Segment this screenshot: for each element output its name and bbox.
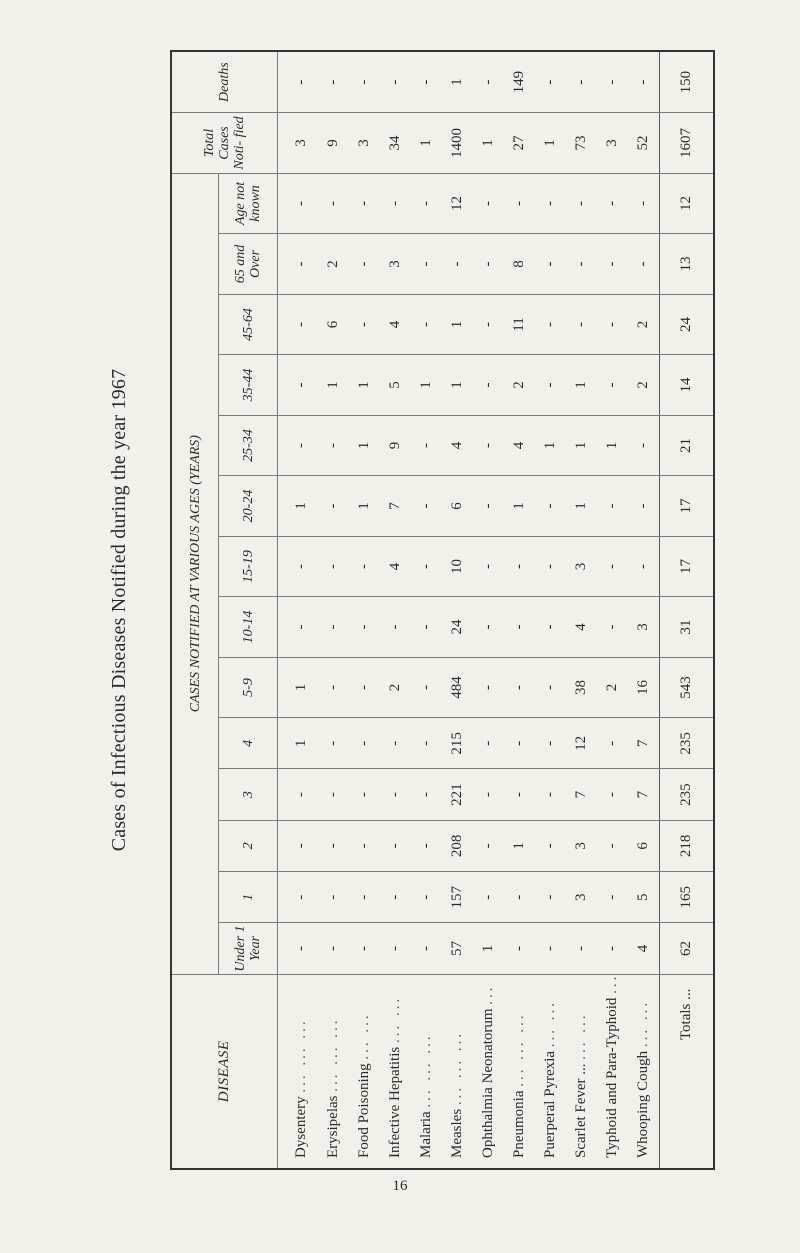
count-cell: 6 <box>318 294 349 355</box>
count-cell: - <box>380 820 411 871</box>
count-cell: - <box>411 294 442 355</box>
age-header: 35-44 <box>219 355 278 416</box>
count-cell: 1 <box>349 415 380 476</box>
count-cell: 1 <box>566 415 597 476</box>
count-cell: - <box>504 923 535 974</box>
total-cell: 1 <box>473 113 504 174</box>
count-cell: - <box>597 820 628 871</box>
disease-name-cell <box>318 974 349 1169</box>
age-header: Under 1 Year <box>219 923 278 974</box>
table-row <box>535 51 566 1169</box>
table-row <box>597 51 628 1169</box>
table-row <box>504 51 535 1169</box>
leader-dots: ... ... <box>355 1012 372 1060</box>
total-cell: 1 <box>411 113 442 174</box>
count-cell: 6 <box>442 476 473 537</box>
count-cell: - <box>566 234 597 295</box>
leader-dots: ... ... <box>572 1012 589 1060</box>
deaths-cell: 149 <box>504 51 535 113</box>
age-header: 65 and Over <box>219 234 278 295</box>
deaths-cell: - <box>349 51 380 113</box>
count-cell: - <box>597 872 628 923</box>
count-cell: 7 <box>628 769 660 820</box>
disease-name: Puerperal Pyrexia <box>541 1050 558 1158</box>
count-cell: - <box>597 718 628 769</box>
leader-dots: ... ... ... <box>448 1030 465 1106</box>
count-cell: 7 <box>628 718 660 769</box>
leader-dots: ... ... <box>386 995 403 1044</box>
count-cell: - <box>535 294 566 355</box>
count-cell: 2 <box>318 234 349 295</box>
leader-dots: ... ... <box>634 999 651 1048</box>
count-cell: 208 <box>442 820 473 871</box>
disease-name: Scarlet Fever ... <box>572 1063 589 1158</box>
count-cell: - <box>535 476 566 537</box>
table-row <box>278 51 318 1169</box>
page-number: 16 <box>392 1178 408 1194</box>
count-cell: - <box>411 597 442 658</box>
totals-section <box>659 51 714 1169</box>
count-cell: 1 <box>473 923 504 974</box>
count-cell: 4 <box>628 923 660 974</box>
count-cell: - <box>278 234 318 295</box>
count-cell: - <box>473 415 504 476</box>
count-cell: - <box>349 597 380 658</box>
count-cell: 484 <box>442 657 473 718</box>
count-cell: - <box>473 718 504 769</box>
count-cell: 1 <box>349 355 380 416</box>
count-cell: - <box>597 923 628 974</box>
count-cell: - <box>411 769 442 820</box>
count-cell: - <box>349 173 380 234</box>
count-cell: - <box>278 536 318 597</box>
count-cell: 38 <box>566 657 597 718</box>
count-cell: - <box>597 597 628 658</box>
total-deaths-cell: 150 <box>659 51 714 113</box>
age-group-header: CASES NOTIFIED AT VARIOUS AGES (YEARS) <box>171 173 219 974</box>
count-cell: - <box>349 769 380 820</box>
count-cell: 221 <box>442 769 473 820</box>
grand-total-cell: 1607 <box>659 113 714 174</box>
count-cell: - <box>349 923 380 974</box>
age-header: 1 <box>219 872 278 923</box>
count-cell: - <box>380 872 411 923</box>
disease-name: Erysipelas <box>324 1095 341 1158</box>
count-cell: - <box>597 536 628 597</box>
table-row <box>473 51 504 1169</box>
count-cell: - <box>597 234 628 295</box>
count-cell: 3 <box>628 597 660 658</box>
count-cell: 8 <box>504 234 535 295</box>
count-cell: - <box>411 657 442 718</box>
count-cell: - <box>473 657 504 718</box>
count-cell: 4 <box>566 597 597 658</box>
disease-name: Food Poisoning <box>355 1063 372 1158</box>
age-header: 10-14 <box>219 597 278 658</box>
count-cell: - <box>473 769 504 820</box>
deaths-cell: - <box>278 51 318 113</box>
age-header: 3 <box>219 769 278 820</box>
disease-name: Whooping Cough <box>634 1050 651 1158</box>
count-cell: - <box>278 872 318 923</box>
count-cell: 1 <box>535 415 566 476</box>
count-cell: 57 <box>442 923 473 974</box>
table-row <box>442 51 473 1169</box>
count-cell: 1 <box>566 476 597 537</box>
count-cell: - <box>318 173 349 234</box>
count-cell: 24 <box>442 597 473 658</box>
count-cell: - <box>504 769 535 820</box>
count-cell: - <box>411 718 442 769</box>
age-header: 5-9 <box>219 657 278 718</box>
age-header: 45-64 <box>219 294 278 355</box>
count-cell: - <box>628 415 660 476</box>
table-row <box>628 51 660 1169</box>
count-cell: - <box>349 234 380 295</box>
count-cell: - <box>504 718 535 769</box>
count-cell: - <box>597 476 628 537</box>
count-cell: - <box>628 173 660 234</box>
total-cases-header: Total Cases Noti- fied <box>171 113 278 174</box>
deaths-cell: - <box>318 51 349 113</box>
count-cell: - <box>473 597 504 658</box>
count-cell: - <box>278 820 318 871</box>
count-cell: - <box>535 234 566 295</box>
count-cell: - <box>318 769 349 820</box>
count-cell: - <box>473 536 504 597</box>
count-cell: - <box>597 769 628 820</box>
count-cell: - <box>349 872 380 923</box>
total-cell: 9 <box>318 113 349 174</box>
disease-name: Ophthalmia Neonatorum <box>479 1008 496 1158</box>
total-cell: 3 <box>597 113 628 174</box>
count-cell: - <box>318 718 349 769</box>
age-header: 20-24 <box>219 476 278 537</box>
deaths-cell: - <box>535 51 566 113</box>
count-cell: 2 <box>628 355 660 416</box>
count-cell: - <box>278 923 318 974</box>
count-cell: 3 <box>380 234 411 295</box>
count-cell: - <box>278 415 318 476</box>
deaths-cell: - <box>473 51 504 113</box>
total-cell: 73 <box>566 113 597 174</box>
leader-dots: ... ... ... <box>510 1012 527 1087</box>
count-cell: 1 <box>566 355 597 416</box>
count-cell: 2 <box>597 657 628 718</box>
count-cell: - <box>278 173 318 234</box>
deaths-cell: 1 <box>442 51 473 113</box>
disease-name-cell <box>278 974 318 1169</box>
count-cell: - <box>504 657 535 718</box>
total-cell: 1400 <box>442 113 473 174</box>
age-header: 25-34 <box>219 415 278 476</box>
totals-label: Totals ... <box>659 974 714 1169</box>
count-cell: 1 <box>442 294 473 355</box>
deaths-header: Deaths <box>171 51 278 113</box>
count-cell: - <box>566 923 597 974</box>
count-cell: 12 <box>442 173 473 234</box>
count-cell: - <box>411 536 442 597</box>
count-cell: 1 <box>597 415 628 476</box>
count-cell: - <box>535 820 566 871</box>
count-cell: 5 <box>628 872 660 923</box>
count-cell: - <box>411 415 442 476</box>
count-cell: - <box>318 923 349 974</box>
count-cell: - <box>318 476 349 537</box>
leader-dots: ... <box>479 984 496 1005</box>
table-title: Cases of Infectious Diseases Notified during the year 1967 <box>108 368 130 852</box>
count-cell: - <box>278 355 318 416</box>
count-cell: - <box>473 234 504 295</box>
disease-name: Pneumonia <box>510 1090 527 1158</box>
count-cell: - <box>628 536 660 597</box>
total-count-cell: 31 <box>659 597 714 658</box>
count-cell: - <box>535 872 566 923</box>
total-cell: 52 <box>628 113 660 174</box>
count-cell: - <box>318 872 349 923</box>
count-cell: 1 <box>349 476 380 537</box>
total-count-cell: 235 <box>659 718 714 769</box>
disease-name: Measles <box>448 1108 465 1158</box>
count-cell: 1 <box>278 657 318 718</box>
deaths-cell: - <box>411 51 442 113</box>
leader-dots: ... ... ... <box>293 1018 310 1093</box>
disease-name: Malaria <box>417 1111 434 1158</box>
count-cell: - <box>535 536 566 597</box>
table-header <box>171 51 278 1169</box>
count-cell: 1 <box>504 476 535 537</box>
count-cell: 3 <box>566 536 597 597</box>
table-row <box>318 51 349 1169</box>
total-cell: 34 <box>380 113 411 174</box>
count-cell: 3 <box>566 872 597 923</box>
count-cell: - <box>318 415 349 476</box>
count-cell: 12 <box>566 718 597 769</box>
count-cell: 2 <box>628 294 660 355</box>
count-cell: - <box>318 820 349 871</box>
table-row <box>566 51 597 1169</box>
count-cell: 5 <box>380 355 411 416</box>
count-cell: - <box>380 173 411 234</box>
count-cell: 4 <box>504 415 535 476</box>
total-count-cell: 543 <box>659 657 714 718</box>
count-cell: - <box>278 597 318 658</box>
count-cell: 11 <box>504 294 535 355</box>
count-cell: 3 <box>566 820 597 871</box>
count-cell: - <box>566 173 597 234</box>
count-cell: - <box>380 923 411 974</box>
count-cell: - <box>504 173 535 234</box>
age-header: 4 <box>219 718 278 769</box>
count-cell: - <box>628 476 660 537</box>
count-cell: 9 <box>380 415 411 476</box>
count-cell: - <box>411 820 442 871</box>
count-cell: - <box>597 294 628 355</box>
total-count-cell: 21 <box>659 415 714 476</box>
table-row <box>411 51 442 1169</box>
count-cell: 1 <box>278 476 318 537</box>
count-cell: - <box>380 718 411 769</box>
total-count-cell: 235 <box>659 769 714 820</box>
count-cell: - <box>535 718 566 769</box>
table-row <box>380 51 411 1169</box>
count-cell: 4 <box>380 536 411 597</box>
count-cell: - <box>473 872 504 923</box>
count-cell: - <box>504 536 535 597</box>
disease-name-cell <box>380 974 411 1169</box>
count-cell: 16 <box>628 657 660 718</box>
leader-dots: ... ... <box>541 999 558 1048</box>
count-cell: 7 <box>380 476 411 537</box>
count-cell: 7 <box>566 769 597 820</box>
count-cell: - <box>380 597 411 658</box>
table-row <box>349 51 380 1169</box>
count-cell: - <box>411 923 442 974</box>
count-cell: 1 <box>411 355 442 416</box>
total-count-cell: 17 <box>659 536 714 597</box>
count-cell: - <box>411 234 442 295</box>
deaths-cell: - <box>628 51 660 113</box>
header-row-1 <box>171 51 219 1169</box>
count-cell: - <box>349 657 380 718</box>
age-header: 15-19 <box>219 536 278 597</box>
count-cell: 2 <box>380 657 411 718</box>
count-cell: - <box>318 597 349 658</box>
count-cell: - <box>349 820 380 871</box>
total-count-cell: 218 <box>659 820 714 871</box>
deaths-cell: - <box>597 51 628 113</box>
total-cell: 27 <box>504 113 535 174</box>
disease-name-cell <box>628 974 660 1169</box>
count-cell: - <box>535 923 566 974</box>
count-cell: - <box>380 769 411 820</box>
total-count-cell: 165 <box>659 872 714 923</box>
count-cell: - <box>411 872 442 923</box>
deaths-cell: - <box>566 51 597 113</box>
count-cell: 1 <box>442 355 473 416</box>
disease-name: Dysentery <box>293 1096 310 1158</box>
leader-dots: ... <box>603 974 620 994</box>
disease-name: Typhoid and Para-Typhoid <box>603 997 620 1158</box>
deaths-cell: - <box>380 51 411 113</box>
count-cell: - <box>628 234 660 295</box>
count-cell: 4 <box>442 415 473 476</box>
total-cell: 3 <box>349 113 380 174</box>
count-cell: - <box>411 476 442 537</box>
totals-row <box>659 51 714 1169</box>
disease-name-cell <box>411 974 442 1169</box>
count-cell: - <box>597 173 628 234</box>
disease-name-cell <box>566 974 597 1169</box>
count-cell: - <box>473 820 504 871</box>
count-cell: 1 <box>504 820 535 871</box>
count-cell: - <box>411 173 442 234</box>
count-cell: - <box>473 355 504 416</box>
count-cell: - <box>504 597 535 658</box>
count-cell: 215 <box>442 718 473 769</box>
count-cell: - <box>535 597 566 658</box>
count-cell: - <box>473 476 504 537</box>
disease-name-cell <box>473 974 504 1169</box>
leader-dots: ... ... ... <box>417 1033 434 1108</box>
count-cell: 1 <box>278 718 318 769</box>
total-count-cell: 12 <box>659 173 714 234</box>
count-cell: - <box>566 294 597 355</box>
infectious-diseases-table <box>170 50 715 1170</box>
count-cell: - <box>318 657 349 718</box>
count-cell: - <box>349 718 380 769</box>
count-cell: - <box>535 769 566 820</box>
count-cell: 10 <box>442 536 473 597</box>
total-count-cell: 62 <box>659 923 714 974</box>
disease-name-cell <box>504 974 535 1169</box>
count-cell: - <box>473 173 504 234</box>
count-cell: - <box>442 234 473 295</box>
age-header: Age not known <box>219 173 278 234</box>
disease-header: DISEASE <box>171 974 278 1169</box>
count-cell: - <box>535 657 566 718</box>
disease-name-cell <box>442 974 473 1169</box>
count-cell: - <box>318 536 349 597</box>
count-cell: - <box>278 769 318 820</box>
count-cell: 157 <box>442 872 473 923</box>
count-cell: - <box>535 173 566 234</box>
disease-name-cell <box>597 974 628 1169</box>
count-cell: 2 <box>504 355 535 416</box>
total-count-cell: 17 <box>659 476 714 537</box>
leader-dots: ... ... ... <box>324 1017 341 1092</box>
total-count-cell: 14 <box>659 355 714 416</box>
count-cell: - <box>504 872 535 923</box>
total-cell: 1 <box>535 113 566 174</box>
count-cell: - <box>535 355 566 416</box>
count-cell: - <box>349 536 380 597</box>
total-cell: 3 <box>278 113 318 174</box>
count-cell: - <box>278 294 318 355</box>
table-body <box>278 51 660 1169</box>
count-cell: - <box>349 294 380 355</box>
total-count-cell: 24 <box>659 294 714 355</box>
rotated-table-block <box>100 50 740 1170</box>
disease-name-cell <box>535 974 566 1169</box>
count-cell: 6 <box>628 820 660 871</box>
count-cell: 4 <box>380 294 411 355</box>
disease-name: Infective Hepatitis <box>386 1046 403 1158</box>
count-cell: 1 <box>318 355 349 416</box>
age-header: 2 <box>219 820 278 871</box>
count-cell: - <box>473 294 504 355</box>
total-count-cell: 13 <box>659 234 714 295</box>
disease-name-cell <box>349 974 380 1169</box>
count-cell: - <box>597 355 628 416</box>
